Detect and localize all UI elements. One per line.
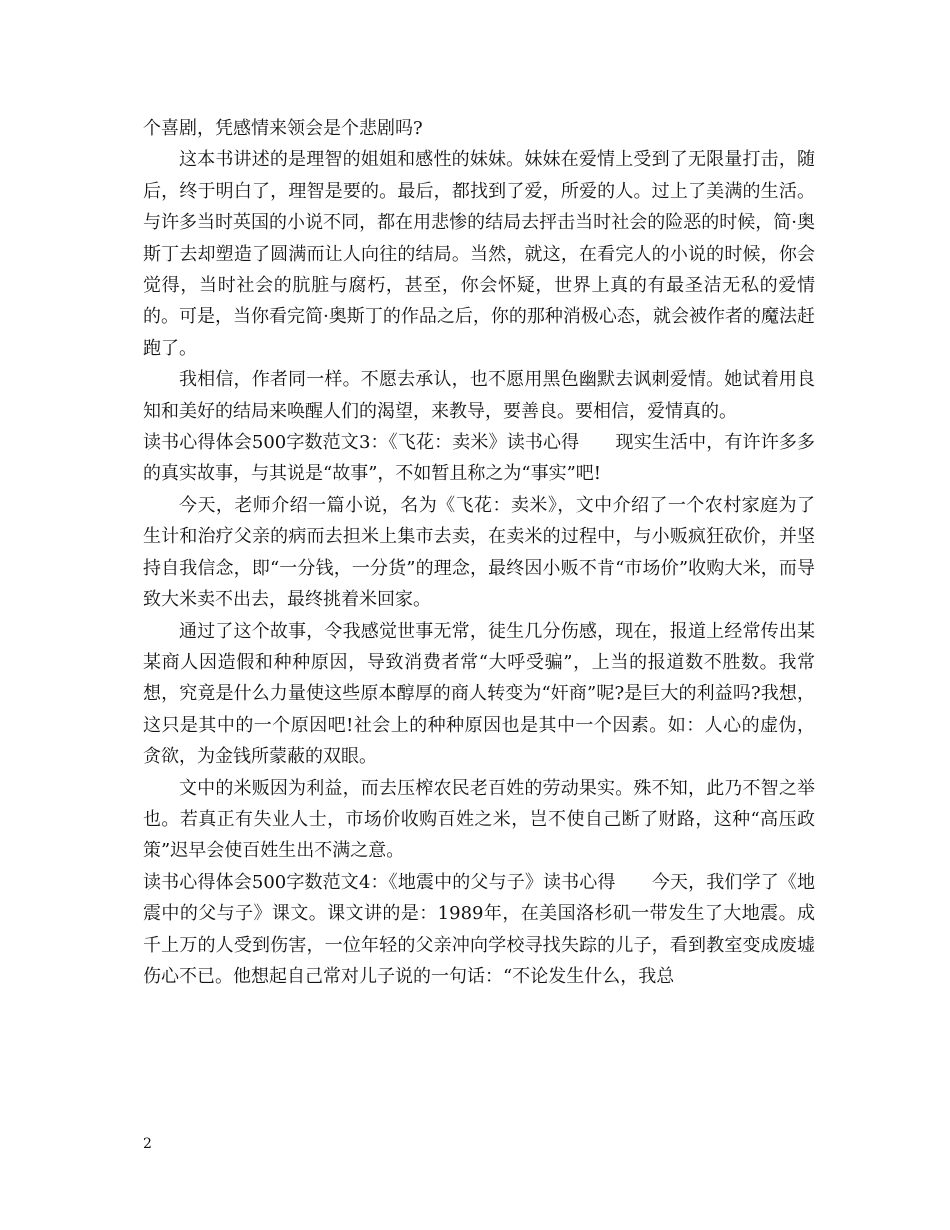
paragraph-2: 这本书讲述的是理智的姐姐和感性的妹妹。妹妹在爱情上受到了无限量打击，随后，终于明白了，理智是要的。最后，都找到了爱，所爱的人。过上了美满的生活。与许多当时英国的小说不同，都在用悲惨的结局去抨击当时社会的险恶的时候，简·奥斯丁去却塑造了圆满而让人向往的结局。当然，就这，在看完人的小说的时候，你会觉得，当时社会的肮脏与腐朽，甚至，你会怀疑，世界上真的有最圣洁无私的爱情的。可是，当你看完简·奥斯丁的作品之后，你的那种消极心态，就会被作者的魔法赶跑了。 [143,149,815,359]
paragraph-8-sample-4-heading: 读书心得体会500字数范文4：《地震中的父与子》读书心得 今天，我们学了《地震中的父与子》课文。课文讲的是：1989年，在美国洛杉矶一带发生了大地震。成千上万的人受到伤害，一位年轻的父亲冲向学校寻找失踪的儿子，看到教室变成废墟伤心不已。他想起自己常对儿子说的一句话：“不论发生什么，我总 [143,871,815,987]
paragraph-6: 通过了这个故事，令我感觉世事无常，徒生几分伤感，现在，报道上经常传出某某商人因造假和种种原因，导致消费者常“大呼受骗”，上当的报道数不胜数。我常想，究竟是什么力量使这些原本醇厚的商人转变为“奸商”呢?是巨大的利益吗?我想，这只是其中的一个原因吧!社会上的种种原因也是其中一个因素。如：人心的虚伪，贪欲，为金钱所蒙蔽的双眼。 [143,620,815,768]
paragraph-4-sample-3-heading: 读书心得体会500字数范文3：《飞花：卖米》读书心得 现实生活中，有许许多多的真实故事，与其说是“故事”，不如暂且称之为“事实”吧! [143,432,815,485]
paragraph-7: 文中的米贩因为利益，而去压榨农民老百姓的劳动果实。殊不知，此乃不智之举也。若真正有失业人士，市场价收购百姓之米，岂不使自己断了财路，这种“高压政策”迟早会使百姓生出不满之意。 [143,777,815,862]
paragraph-1: 个喜剧，凭感情来领会是个悲剧吗? [143,118,423,139]
paragraph-3: 我相信，作者同一样。不愿去承认，也不愿用黑色幽默去讽刺爱情。她试着用良知和美好的结局来唤醒人们的渴望，来教导，要善良。要相信，爱情真的。 [143,369,815,422]
paragraph-5: 今天，老师介绍一篇小说，名为《飞花：卖米》，文中介绍了一个农村家庭为了生计和治疗父亲的病而去担米上集市去卖，在卖米的过程中，与小贩疯狂砍价，并坚持自我信念，即“一分钱，一分货”的理念，最终因小贩不肯“市场价”收购大米，而导致大米卖不出去，最终挑着米回家。 [143,494,815,611]
page-number: 2 [143,1136,152,1152]
document-body [143,113,815,992]
